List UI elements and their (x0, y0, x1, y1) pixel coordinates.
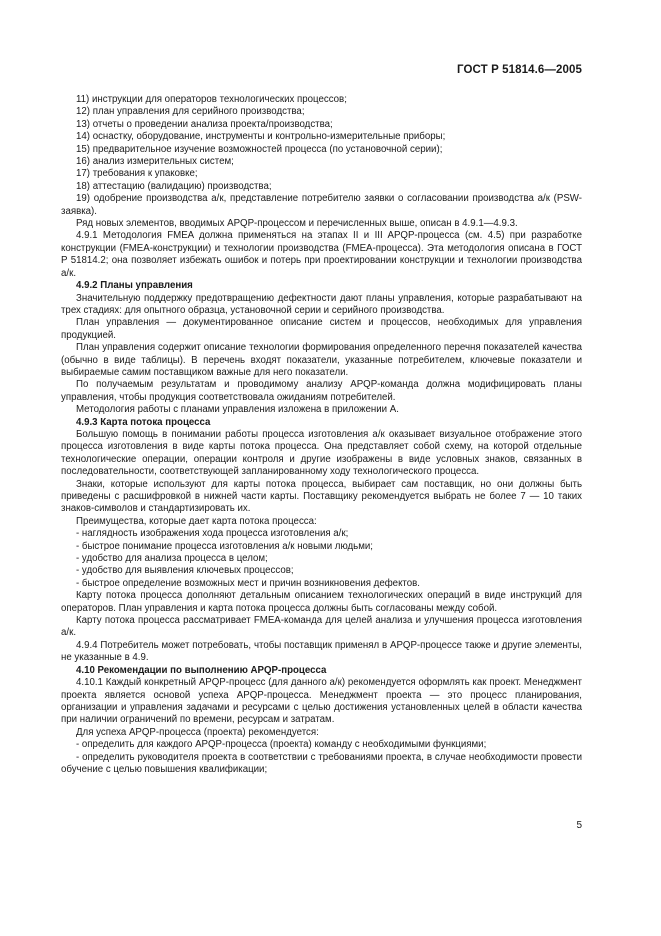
paragraph: Карту потока процесса дополняют детальным описанием технологических операций в виде инструкций для операторов. План управления и карта потока процесса должны быть согласованы между собой. (61, 590, 582, 614)
paragraph: Большую помощь в понимании работы процесса изготовления а/к оказывает визуальное отображение этого процесса изготовления в виде карты потока процесса. Она представляет собой схему, на которой отдельные технологические операции, операции контроля и другие изображены в виде условных знаков, связанных в последовательности, соответствующей запланированному ходу технологического процесса. (61, 428, 582, 478)
paragraph: Значительную поддержку предотвращению дефектности дают планы управления, которые разрабатывают на трех стадиях: для опытного образца, установочной серии и серийного производства. (61, 292, 582, 316)
paragraph: - удобство для анализа процесса в целом; (76, 553, 268, 565)
paragraph: Карту потока процесса рассматривает FMEA-команда для целей анализа и улучшения процесса изготовления а/к. (61, 615, 582, 639)
paragraph: 19) одобрение производства а/к, представление потребителю заявки о согласовании производства а/к (PSW-заявка). (61, 193, 582, 217)
section-heading: 4.10 Рекомендации по выполнению APQP-процесса (76, 664, 327, 676)
paragraph: Знаки, которые используют для карты потока процесса, выбирает сам поставщик, но они должны быть приведены с расшифровкой в нижней части карты. Поставщику рекомендуется выбрать не более 7 — 10 таких знаков-символов и стандартизировать их. (61, 478, 582, 515)
paragraph: 11) инструкции для операторов технологических процессов; (76, 94, 347, 105)
paragraph: Методология работы с планами управления изложена в приложении А. (76, 404, 399, 416)
paragraph: 18) аттестацию (валидацию) производства; (76, 180, 272, 192)
paragraph: - наглядность изображения хода процесса изготовления а/к; (76, 528, 349, 540)
paragraph: - быстрое определение возможных мест и причин возникновения дефектов. (76, 577, 420, 589)
paragraph: 4.10.1 Каждый конкретный APQP-процесс (для данного а/к) рекомендуется оформлять как проект. Менеджмент проекта является основой успеха APQP-процесса. Менеджмент проекта — это процесс планирования, организации и управления задачами и ресурсами с целью достижения установленных целей в области качества при наличии ограничений по времени, ресурсам и затратам. (61, 677, 582, 726)
paragraph: - удобство для выявления ключевых процессов; (76, 565, 294, 577)
paragraph: 14) оснастку, оборудование, инструменты и контрольно-измерительные приборы; (76, 131, 446, 143)
paragraph: - определить руководителя проекта в соответствии с требованиями проекта, в случае необходимости провести обучение с целью повышения квалификации; (61, 751, 582, 775)
paragraph: - быстрое понимание процесса изготовления а/к новыми людьми; (76, 540, 373, 552)
paragraph: Для успеха APQP-процесса (проекта) рекомендуется: (76, 726, 319, 738)
paragraph: Преимущества, которые дает карта потока процесса: (76, 515, 317, 527)
paragraph: 4.9.1 Методология FMEA должна применяться на этапах II и III APQP-процесса (см. 4.5) при разработке конструкции (FMEA-конструкции) и технологии производства (FMEA-процесса). Эта методология описана в ГОСТ Р 51814.2; она позволяет избежать ошибок и потерь при проектировании конструкции и технологии производства а/к. (61, 230, 582, 279)
paragraph: План управления содержит описание технологии формирования определенного перечня показателей качества (обычно в виде таблицы). В перечень входят показатели, указанные потребителем, ключевые показатели и выбираемые самим поставщиком важные для него показатели. (61, 342, 582, 378)
body-text (61, 94, 582, 776)
paragraph: - определить для каждого APQP-процесса (проекта) команду с необходимыми функциями; (76, 739, 487, 751)
document-header: ГОСТ Р 51814.6—2005 (457, 64, 582, 76)
paragraph: Ряд новых элементов, вводимых APQP-процессом и перечисленных выше, описан в 4.9.1—4.9.3. (76, 218, 518, 230)
paragraph: По получаемым результатам и проводимому анализу APQP-команда должна модифицировать планы управления, чтобы продукция соответствовала ожиданиям потребителей. (61, 379, 582, 403)
section-heading: 4.9.2 Планы управления (76, 280, 193, 292)
paragraph: 17) требования к упаковке; (76, 168, 198, 180)
section-heading: 4.9.3 Карта потока процесса (76, 416, 211, 428)
paragraph: 15) предварительное изучение возможностей процесса (по установочной серии); (76, 143, 443, 155)
paragraph: 12) план управления для серийного производства; (76, 106, 305, 118)
paragraph: 13) отчеты о проведении анализа проекта/производства; (76, 118, 333, 130)
paragraph: План управления — документированное описание систем и процессов, необходимых для управления продукцией. (61, 317, 582, 341)
paragraph: 16) анализ измерительных систем; (76, 156, 234, 168)
page-number: 5 (576, 820, 582, 831)
paragraph: 4.9.4 Потребитель может потребовать, чтобы поставщик применял в APQP-процессе также и другие элементы, не указанные в 4.9. (61, 639, 582, 664)
